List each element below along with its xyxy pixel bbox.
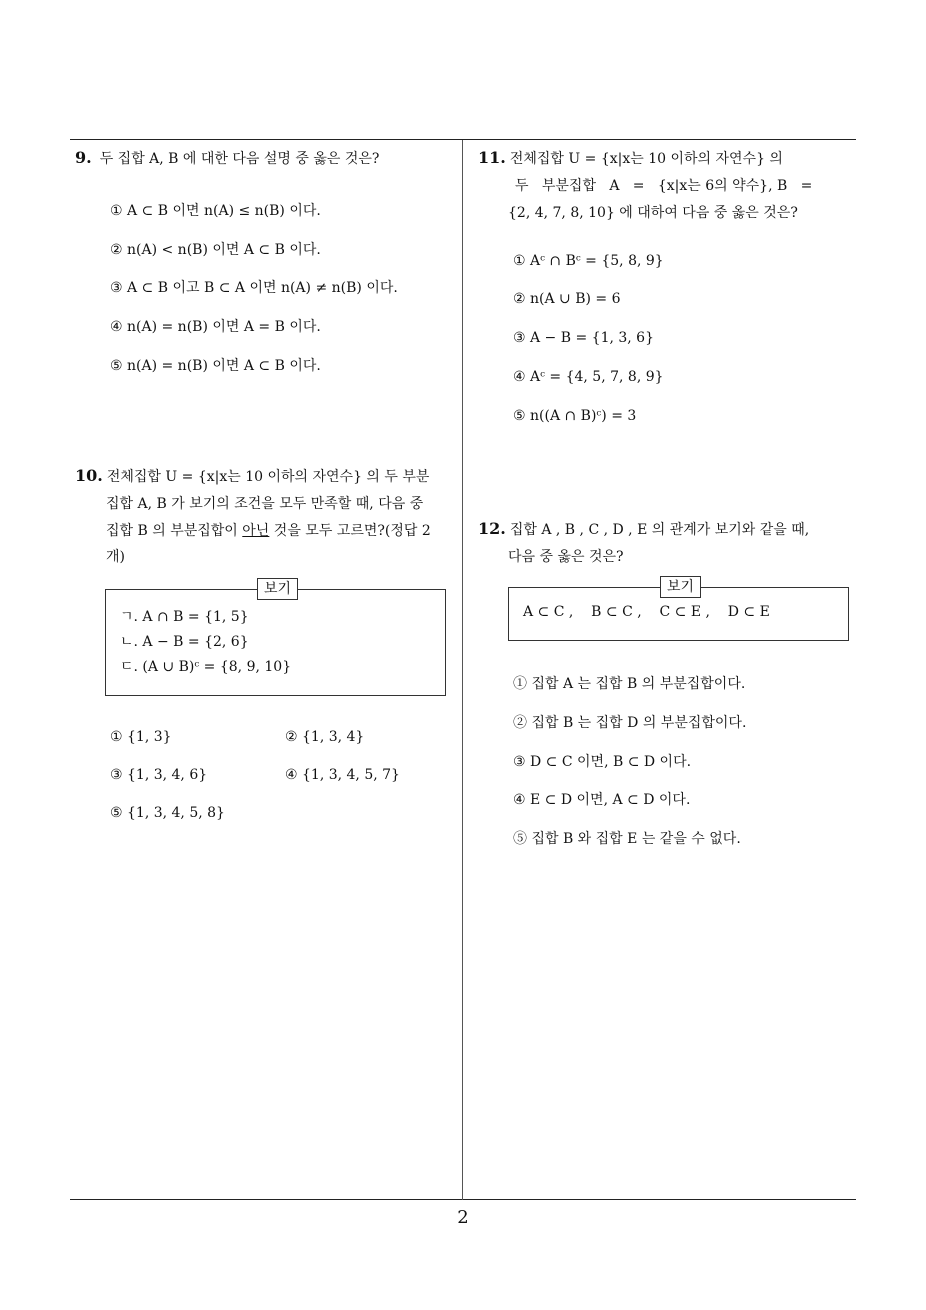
q10-condition-2: ㄴ. A − B = {2, 6}	[120, 634, 249, 650]
q10-option-5[interactable]: ⑤ {1, 3, 4, 5, 8}	[110, 805, 225, 821]
q10-option-1[interactable]: ① {1, 3}	[110, 729, 172, 745]
q9-title: 두 집합 A, B 에 대한 다음 설명 중 옳은 것은?	[99, 151, 380, 167]
q11-line-2: 두 부분집합 A = {x|x는 6의 약수}, B =	[515, 178, 813, 194]
q11-option-5[interactable]: ⑤ n((A ∩ B)ᶜ) = 3	[513, 408, 637, 424]
q11-line-3: {2, 4, 7, 8, 10} 에 대하여 다음 중 옳은 것은?	[508, 205, 798, 221]
q10-emphasis-not: 아닌	[242, 523, 270, 539]
q10-text-3b: 것을 모두 고르면?(정답 2	[269, 523, 431, 539]
q9-option-1[interactable]: ① A ⊂ B 이면 n(A) ≤ n(B) 이다.	[110, 203, 321, 219]
q11-option-3[interactable]: ③ A − B = {1, 3, 6}	[513, 330, 654, 346]
column-divider	[462, 140, 463, 1200]
q11-line-1	[478, 148, 783, 168]
q10-text-1: 전체집합 U = {x|x는 10 이하의 자연수} 의 두 부분	[106, 469, 430, 485]
q12-option-5[interactable]: ⑤ 집합 B 와 집합 E 는 같을 수 없다.	[513, 831, 741, 847]
q11-option-4[interactable]: ④ Aᶜ = {4, 5, 7, 8, 9}	[513, 369, 664, 385]
q9-option-5[interactable]: ⑤ n(A) = n(B) 이면 A ⊂ B 이다.	[110, 358, 321, 374]
q9-option-3[interactable]: ③ A ⊂ B 이고 B ⊂ A 이면 n(A) ≠ n(B) 이다.	[110, 280, 398, 296]
q11-option-2[interactable]: ② n(A ∪ B) = 6	[513, 291, 621, 307]
q12-option-4[interactable]: ④ E ⊂ D 이면, A ⊂ D 이다.	[513, 792, 691, 808]
page-number: 2	[457, 1207, 469, 1228]
top-rule	[70, 139, 856, 140]
q10-option-3[interactable]: ③ {1, 3, 4, 6}	[110, 767, 208, 783]
q12-option-3[interactable]: ③ D ⊂ C 이면, B ⊂ D 이다.	[513, 754, 692, 770]
q10-condition-3: ㄷ. (A ∪ B)ᶜ = {8, 9, 10}	[120, 659, 292, 675]
q12-example-box	[508, 579, 849, 641]
q12-relation: A ⊂ C , B ⊂ C , C ⊂ E , D ⊂ E	[523, 604, 770, 620]
q9-header	[75, 148, 379, 168]
q11-text-1: 전체집합 U = {x|x는 10 이하의 자연수} 의	[509, 151, 783, 167]
q10-line-1	[75, 466, 429, 486]
q9-option-4[interactable]: ④ n(A) = n(B) 이면 A = B 이다.	[110, 319, 321, 335]
q9-number: 9.	[75, 148, 92, 167]
q10-line-4: 개)	[106, 549, 125, 565]
q10-number: 10.	[75, 466, 103, 485]
q12-number: 12.	[478, 519, 506, 538]
q10-line-2: 집합 A, B 가 보기의 조건을 모두 만족할 때, 다음 중	[106, 496, 424, 512]
q10-condition-1: ㄱ. A ∩ B = {1, 5}	[120, 609, 249, 625]
q12-option-2[interactable]: ② 집합 B 는 집합 D 의 부분집합이다.	[513, 715, 747, 731]
q11-option-1[interactable]: ① Aᶜ ∩ Bᶜ = {5, 8, 9}	[513, 253, 664, 269]
q10-line-3	[106, 520, 431, 540]
bottom-rule	[70, 1199, 856, 1200]
q12-option-1[interactable]: ① 집합 A 는 집합 B 의 부분집합이다.	[513, 676, 746, 692]
q12-line-2: 다음 중 옳은 것은?	[508, 549, 624, 565]
q10-example-box	[105, 581, 446, 696]
q12-line-1	[478, 519, 809, 539]
q10-example-label: 보기	[257, 578, 298, 600]
q9-option-2[interactable]: ② n(A) < n(B) 이면 A ⊂ B 이다.	[110, 242, 321, 258]
q10-text-3a: 집합 B 의 부분집합이	[106, 523, 243, 539]
q10-option-4[interactable]: ④ {1, 3, 4, 5, 7}	[285, 767, 400, 783]
q11-number: 11.	[478, 148, 506, 167]
q12-text-1: 집합 A , B , C , D , E 의 관계가 보기와 같을 때,	[509, 522, 810, 538]
q12-example-label: 보기	[660, 576, 701, 598]
q10-option-2[interactable]: ② {1, 3, 4}	[285, 729, 365, 745]
